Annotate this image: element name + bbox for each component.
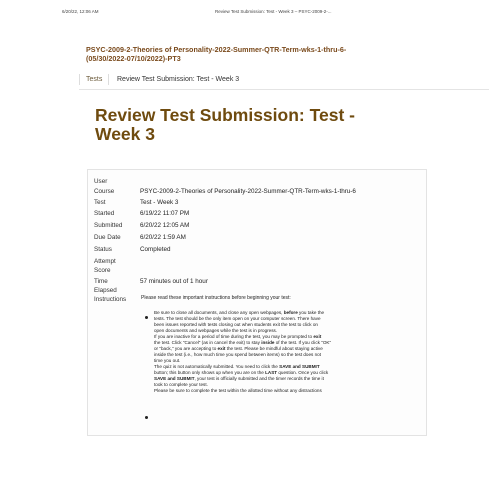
instruction-line: The quiz is not automatically submitted. You need to click the SAVE and SUBMIT	[154, 364, 320, 369]
breadcrumb-left-bar	[79, 74, 80, 85]
bullet-dot	[145, 416, 148, 419]
instruction-line: SAVE and SUBMIT, your test is officially submitted and the timer records the time it	[154, 376, 324, 381]
detail-label: Instructions	[94, 296, 127, 303]
course-title[interactable]: PSYC-2009-2-Theories of Personality-2022-Summer-QTR-Term-wks-1-thru-6-(05/30/2022-07/10/2022)-PT3	[86, 45, 347, 63]
instruction-line: Please be sure to complete the test within the allotted time without any distractions	[154, 388, 322, 393]
print-datetime: 6/20/22, 12:06 AM	[62, 9, 99, 14]
detail-label: Time	[94, 278, 108, 285]
detail-label: User	[94, 178, 108, 185]
detail-value: Test - Week 3	[140, 199, 179, 206]
detail-label: Due Date	[94, 234, 121, 241]
instruction-line: If you are inactive for a period of time during the test, you may be prompted to exit	[154, 334, 322, 339]
detail-value: 6/19/22 11:07 PM	[140, 210, 190, 217]
instructions-intro: Please read these important instructions before beginning your test:	[141, 295, 291, 301]
instruction-line: took to complete your test.	[154, 382, 208, 387]
print-header	[0, 9, 500, 17]
status-value: Completed	[140, 246, 171, 253]
detail-label: Test	[94, 199, 106, 206]
instruction-line: tests. The test should be the only item open on your computer screen. There have	[154, 316, 321, 321]
detail-value: PSYC-2009-2-Theories of Personality-2022-Summer-QTR-Term-wks-1-thru-6	[140, 188, 356, 195]
bullet-dot	[145, 316, 148, 319]
instructions-bullet	[154, 310, 414, 394]
detail-label: Course	[94, 188, 115, 195]
instruction-line: inside the test (i.e., how much time you spend between items) so the test does not	[154, 352, 321, 357]
detail-label: Status	[94, 246, 112, 253]
print-doc-title: Review Test Submission: Test - Week 3 – PSYC-2009-2-...	[215, 9, 332, 14]
detail-label: Elapsed	[94, 287, 117, 294]
detail-label: Submitted	[94, 222, 123, 229]
instruction-line: time you out.	[154, 358, 181, 363]
instruction-line: the test. Click "Cancel" (as in cancel the exit) to stay inside of the test. If you click "OK"	[154, 340, 332, 345]
breadcrumb-current: Review Test Submission: Test - Week 3	[117, 76, 240, 83]
breadcrumb-divider	[108, 74, 109, 85]
instruction-line: been issues reported with tests closing out when students exit the test to click on	[154, 322, 318, 327]
instruction-line: open documents and webpages while the test is in progress.	[154, 328, 278, 333]
detail-label: Attempt	[94, 258, 116, 265]
page-title: Review Test Submission: Test - Week 3	[95, 105, 355, 144]
detail-label: Started	[94, 210, 115, 217]
detail-label: Score	[94, 267, 111, 274]
breadcrumb-link-tests[interactable]: Tests	[86, 76, 103, 83]
breadcrumb	[79, 69, 489, 90]
instruction-line: button; this button only shows up when you are on the LAST question. Once you click	[154, 370, 329, 375]
detail-value: 6/20/22 1:59 AM	[140, 234, 186, 241]
detail-value: 57 minutes out of 1 hour	[140, 278, 208, 285]
submission-details	[87, 169, 427, 436]
detail-value: 6/20/22 12:05 AM	[140, 222, 190, 229]
instruction-line: or "back," you are accepting to exit the test. Please be mindful about staying active	[154, 346, 323, 351]
instruction-line: Be sure to close all documents, and close any open webpages, before you take the	[154, 310, 325, 315]
